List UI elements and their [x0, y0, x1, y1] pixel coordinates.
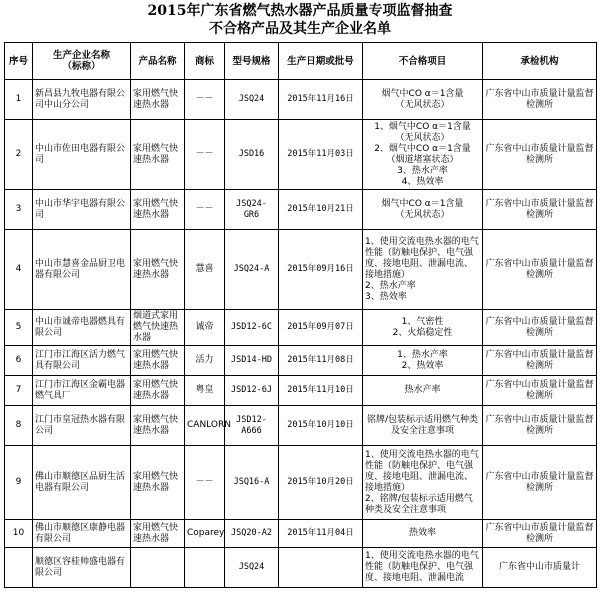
cell-agency: 广东省中山市质量计量监督检测所 [483, 230, 597, 310]
cell-seq [5, 548, 33, 588]
cell-model: JSQ24 [225, 548, 279, 588]
cell-items: 1、使用交流电热水器的电气性能（防触电保护、电气强度、接地电阻、泄漏电流 [363, 548, 483, 588]
header-agency: 承检机构 [483, 43, 597, 80]
cell-product [131, 548, 185, 588]
cell-agency: 广东省中山市质量计量监督检测所 [483, 446, 597, 520]
cell-company: 江门市江海区金霸电器燃气具厂 [33, 376, 131, 406]
page-subtitle: 不合格产品及其生产企业名单 [209, 21, 391, 37]
table-row [5, 346, 597, 376]
cell-brand: Coparey [185, 520, 225, 548]
cell-company: 中山市佐田电器有限公司 [33, 120, 131, 190]
cell-company: 江门市江海区活力燃气具有限公司 [33, 346, 131, 376]
cell-date: 2015年10月10日 [279, 406, 363, 446]
cell-items: 热水产率 [363, 376, 483, 406]
cell-brand: －－ [185, 120, 225, 190]
table-row [5, 230, 597, 310]
cell-brand: －－ [185, 80, 225, 120]
cell-company: 江门市皇冠热水器有限公司 [33, 406, 131, 446]
cell-brand [185, 548, 225, 588]
header-brand: 商标 [185, 43, 225, 80]
cell-agency: 广东省中山市质量计量监督检测所 [483, 346, 597, 376]
cell-date: 2015年09月16日 [279, 230, 363, 310]
cell-seq: 10 [5, 520, 33, 548]
cell-items: 烟气中CO α＝1含量 （无风状态） [363, 190, 483, 230]
header-date: 生产日期或批号 [279, 43, 363, 80]
cell-date: 2015年11月16日 [279, 80, 363, 120]
cell-brand: 粤皇 [185, 376, 225, 406]
cell-items: 1、烟气中CO α＝1含量 （无风状态） 2、烟气中CO α＝1含量 （烟道堵塞状态） 3、热水产率 4、热效率 [363, 120, 483, 190]
cell-model: JSQ24-A [225, 230, 279, 310]
header-company: 生产企业名称 （标称） [33, 43, 131, 80]
cell-items: 1、热水产率 2、热效率 [363, 346, 483, 376]
cell-agency: 广东省中山市质量计量监督检测所 [483, 406, 597, 446]
cell-model: JSD12-6C [225, 310, 279, 346]
cell-agency: 广东省中山市质量计量监督检测所 [483, 376, 597, 406]
table-row [5, 446, 597, 520]
cell-product: 烟道式家用燃气快速热水器 [131, 310, 185, 346]
cell-model: JSD14-HD [225, 346, 279, 376]
cell-company: 新昌县九牧电器有限公司中山分公司 [33, 80, 131, 120]
cell-date: 2015年09月07日 [279, 310, 363, 346]
cell-seq: 7 [5, 376, 33, 406]
cell-seq: 5 [5, 310, 33, 346]
cell-items: 1、使用交流电热水器的电气性能（防触电保护、电气强度、接地电阻、泄漏电流、接地措施） 2、热水产率 3、热效率 [363, 230, 483, 310]
cell-product: 家用燃气快速热水器 [131, 406, 185, 446]
cell-agency: 广东省中山市质量计 [483, 548, 597, 588]
cell-product: 家用燃气快速热水器 [131, 376, 185, 406]
cell-company: 佛山市顺德区品厨生活电器有限公司 [33, 446, 131, 520]
table-row [5, 406, 597, 446]
header-model: 型号规格 [225, 43, 279, 80]
noncompliant-products-table [4, 42, 597, 588]
table-row [5, 80, 597, 120]
cell-brand: 慧喜 [185, 230, 225, 310]
cell-agency: 广东省中山市质量计量监督检测所 [483, 80, 597, 120]
cell-product: 家用燃气快速热水器 [131, 120, 185, 190]
cell-items: 1、气密性 2、火焰稳定性 [363, 310, 483, 346]
cell-company: 中山市慧喜金品厨卫电器有限公司 [33, 230, 131, 310]
cell-company: 顺德区容桂帅盛电器有限公司 [33, 548, 131, 588]
cell-date: 2015年11月08日 [279, 346, 363, 376]
header-seq: 序号 [5, 43, 33, 80]
cell-company: 中山市华宇电器有限公司 [33, 190, 131, 230]
page-title: 2015年广东省燃气热水器产品质量专项监督抽查 [147, 3, 453, 19]
cell-seq: 4 [5, 230, 33, 310]
table-row [5, 520, 597, 548]
cell-date: 2015年11月03日 [279, 120, 363, 190]
cell-product: 家用燃气快速热水器 [131, 80, 185, 120]
table-row [5, 310, 597, 346]
cell-seq: 9 [5, 446, 33, 520]
cell-seq: 1 [5, 80, 33, 120]
cell-seq: 6 [5, 346, 33, 376]
cell-date: 2015年10月21日 [279, 190, 363, 230]
header-row [5, 43, 597, 80]
cell-model: JSQ20-A2 [225, 520, 279, 548]
cell-model: JSQ16-A [225, 446, 279, 520]
cell-company: 佛山市顺德区康静电器有限公司 [33, 520, 131, 548]
cell-date: 2015年10月20日 [279, 446, 363, 520]
cell-product: 家用燃气快速热水器 [131, 190, 185, 230]
cell-seq: 3 [5, 190, 33, 230]
cell-seq: 8 [5, 406, 33, 446]
cell-product: 家用燃气快速热水器 [131, 520, 185, 548]
cell-agency: 广东省中山市质量计量监督检测所 [483, 310, 597, 346]
cell-items: 1、使用交流电热水器的电气性能（防触电保护、电气强度、接地电阻、泄漏电流、接地措施） 2、铭牌/包装标示适用燃气种类及安全注意事项 [363, 446, 483, 520]
table-row [5, 120, 597, 190]
header-product: 产品名称 [131, 43, 185, 80]
cell-date [279, 548, 363, 588]
cell-company: 中山市诚帝电器燃具有限公司 [33, 310, 131, 346]
table-row [5, 548, 597, 588]
cell-brand: －－ [185, 190, 225, 230]
cell-date: 2015年11月04日 [279, 520, 363, 548]
cell-items: 烟气中CO α＝1含量 （无风状态） [363, 80, 483, 120]
cell-model: JSD16 [225, 120, 279, 190]
cell-items: 热效率 [363, 520, 483, 548]
cell-seq: 2 [5, 120, 33, 190]
cell-agency: 广东省中山市质量计量监督检测所 [483, 520, 597, 548]
cell-brand: 诚帝 [185, 310, 225, 346]
cell-model: JSQ24 [225, 80, 279, 120]
cell-agency: 广东省中山市质量计量监督检测所 [483, 120, 597, 190]
cell-product: 家用燃气快速热水器 [131, 446, 185, 520]
cell-date: 2015年11月10日 [279, 376, 363, 406]
cell-brand: CANLORN [185, 406, 225, 446]
cell-brand: 活力 [185, 346, 225, 376]
cell-model: JSQ24- GR6 [225, 190, 279, 230]
cell-model: JSD12- A666 [225, 406, 279, 446]
cell-items: 铭牌/包装标示适用燃气种类及安全注意事项 [363, 406, 483, 446]
cell-product: 家用燃气快速热水器 [131, 230, 185, 310]
cell-agency: 广东省中山市质量计量监督检测所 [483, 190, 597, 230]
cell-product: 家用燃气快速热水器 [131, 346, 185, 376]
header-items: 不合格项目 [363, 43, 483, 80]
table-row [5, 376, 597, 406]
cell-model: JSD12-6J [225, 376, 279, 406]
cell-brand: －－ [185, 446, 225, 520]
table-row [5, 190, 597, 230]
